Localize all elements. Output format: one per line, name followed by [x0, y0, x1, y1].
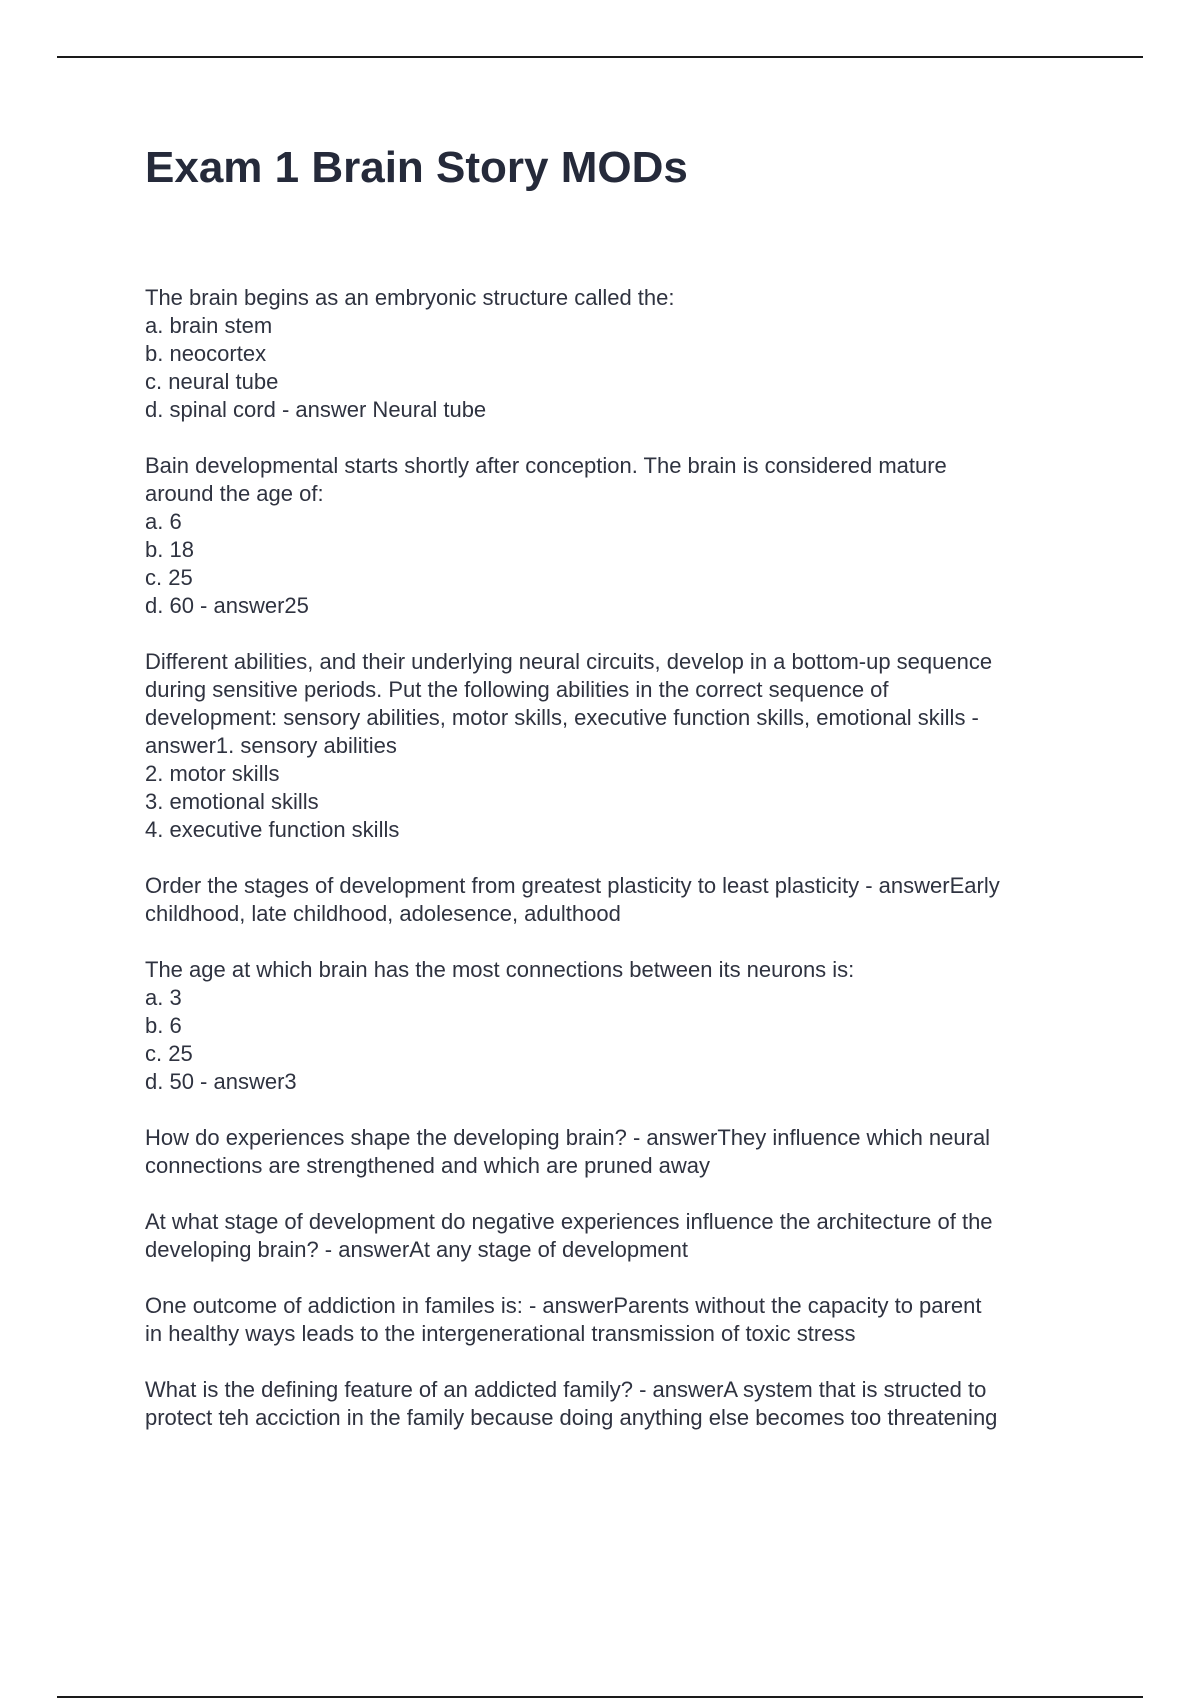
- question-text: Different abilities, and their underlying neural circuits, develop in a bottom-up sequence: [145, 649, 993, 674]
- question-text: At what stage of development do negative experiences influence the architecture of the: [145, 1209, 993, 1234]
- answer-option: c. 25: [145, 1041, 193, 1066]
- answer-text: childhood, late childhood, adolesence, adulthood: [145, 901, 621, 926]
- question-block: [145, 284, 1090, 424]
- question-text: The brain begins as an embryonic structure called the:: [145, 285, 675, 310]
- answer-text: 2. motor skills: [145, 761, 280, 786]
- question-text: around the age of:: [145, 481, 324, 506]
- answer-text: 4. executive function skills: [145, 817, 400, 842]
- answer-option: d. 50 - answer3: [145, 1069, 297, 1094]
- answer-text: connections are strengthened and which are pruned away: [145, 1153, 711, 1178]
- answer-option: b. 6: [145, 1013, 182, 1038]
- question-text: development: sensory abilities, motor skills, executive function skills, emotional skills -: [145, 705, 979, 730]
- question-text: How do experiences shape the developing brain? - answerThey influence which neural: [145, 1125, 991, 1150]
- question-text: Order the stages of development from greatest plasticity to least plasticity - answerEarly: [145, 873, 1000, 898]
- answer-text: protect teh acciction in the family because doing anything else becomes too threatening: [145, 1405, 998, 1430]
- answer-text: 3. emotional skills: [145, 789, 319, 814]
- answer-option: d. spinal cord - answer Neural tube: [145, 397, 487, 422]
- question-text: during sensitive periods. Put the following abilities in the correct sequence of: [145, 677, 889, 702]
- answer-option: c. 25: [145, 565, 193, 590]
- answer-option: a. 6: [145, 509, 182, 534]
- answer-option: c. neural tube: [145, 369, 279, 394]
- question-text: The age at which brain has the most connections between its neurons is:: [145, 957, 855, 982]
- question-text: One outcome of addiction in familes is: - answerParents without the capacity to parent: [145, 1293, 982, 1318]
- question-text: Bain developmental starts shortly after conception. The brain is considered mature: [145, 453, 947, 478]
- answer-option: b. 18: [145, 537, 194, 562]
- answer-option: b. neocortex: [145, 341, 267, 366]
- bottom-rule: [57, 1696, 1143, 1698]
- question-text: What is the defining feature of an addicted family? - answerA system that is structed to: [145, 1377, 987, 1402]
- question-block: [145, 1124, 1090, 1180]
- answer-option: d. 60 - answer25: [145, 593, 309, 618]
- question-block: [145, 1208, 1090, 1264]
- answer-option: a. brain stem: [145, 313, 273, 338]
- answer-option: a. 3: [145, 985, 182, 1010]
- question-block: [145, 956, 1090, 1096]
- question-block: [145, 872, 1090, 928]
- question-block: [145, 1376, 1090, 1432]
- question-block: [145, 452, 1090, 620]
- answer-text: in healthy ways leads to the intergenerational transmission of toxic stress: [145, 1321, 856, 1346]
- question-block: [145, 648, 1090, 844]
- answer-text: developing brain? - answerAt any stage of development: [145, 1237, 689, 1262]
- question-list: [145, 284, 1090, 1460]
- top-rule: [57, 56, 1143, 58]
- document-title: Exam 1 Brain Story MODs: [145, 143, 688, 192]
- answer-text: answer1. sensory abilities: [145, 733, 397, 758]
- question-block: [145, 1292, 1090, 1348]
